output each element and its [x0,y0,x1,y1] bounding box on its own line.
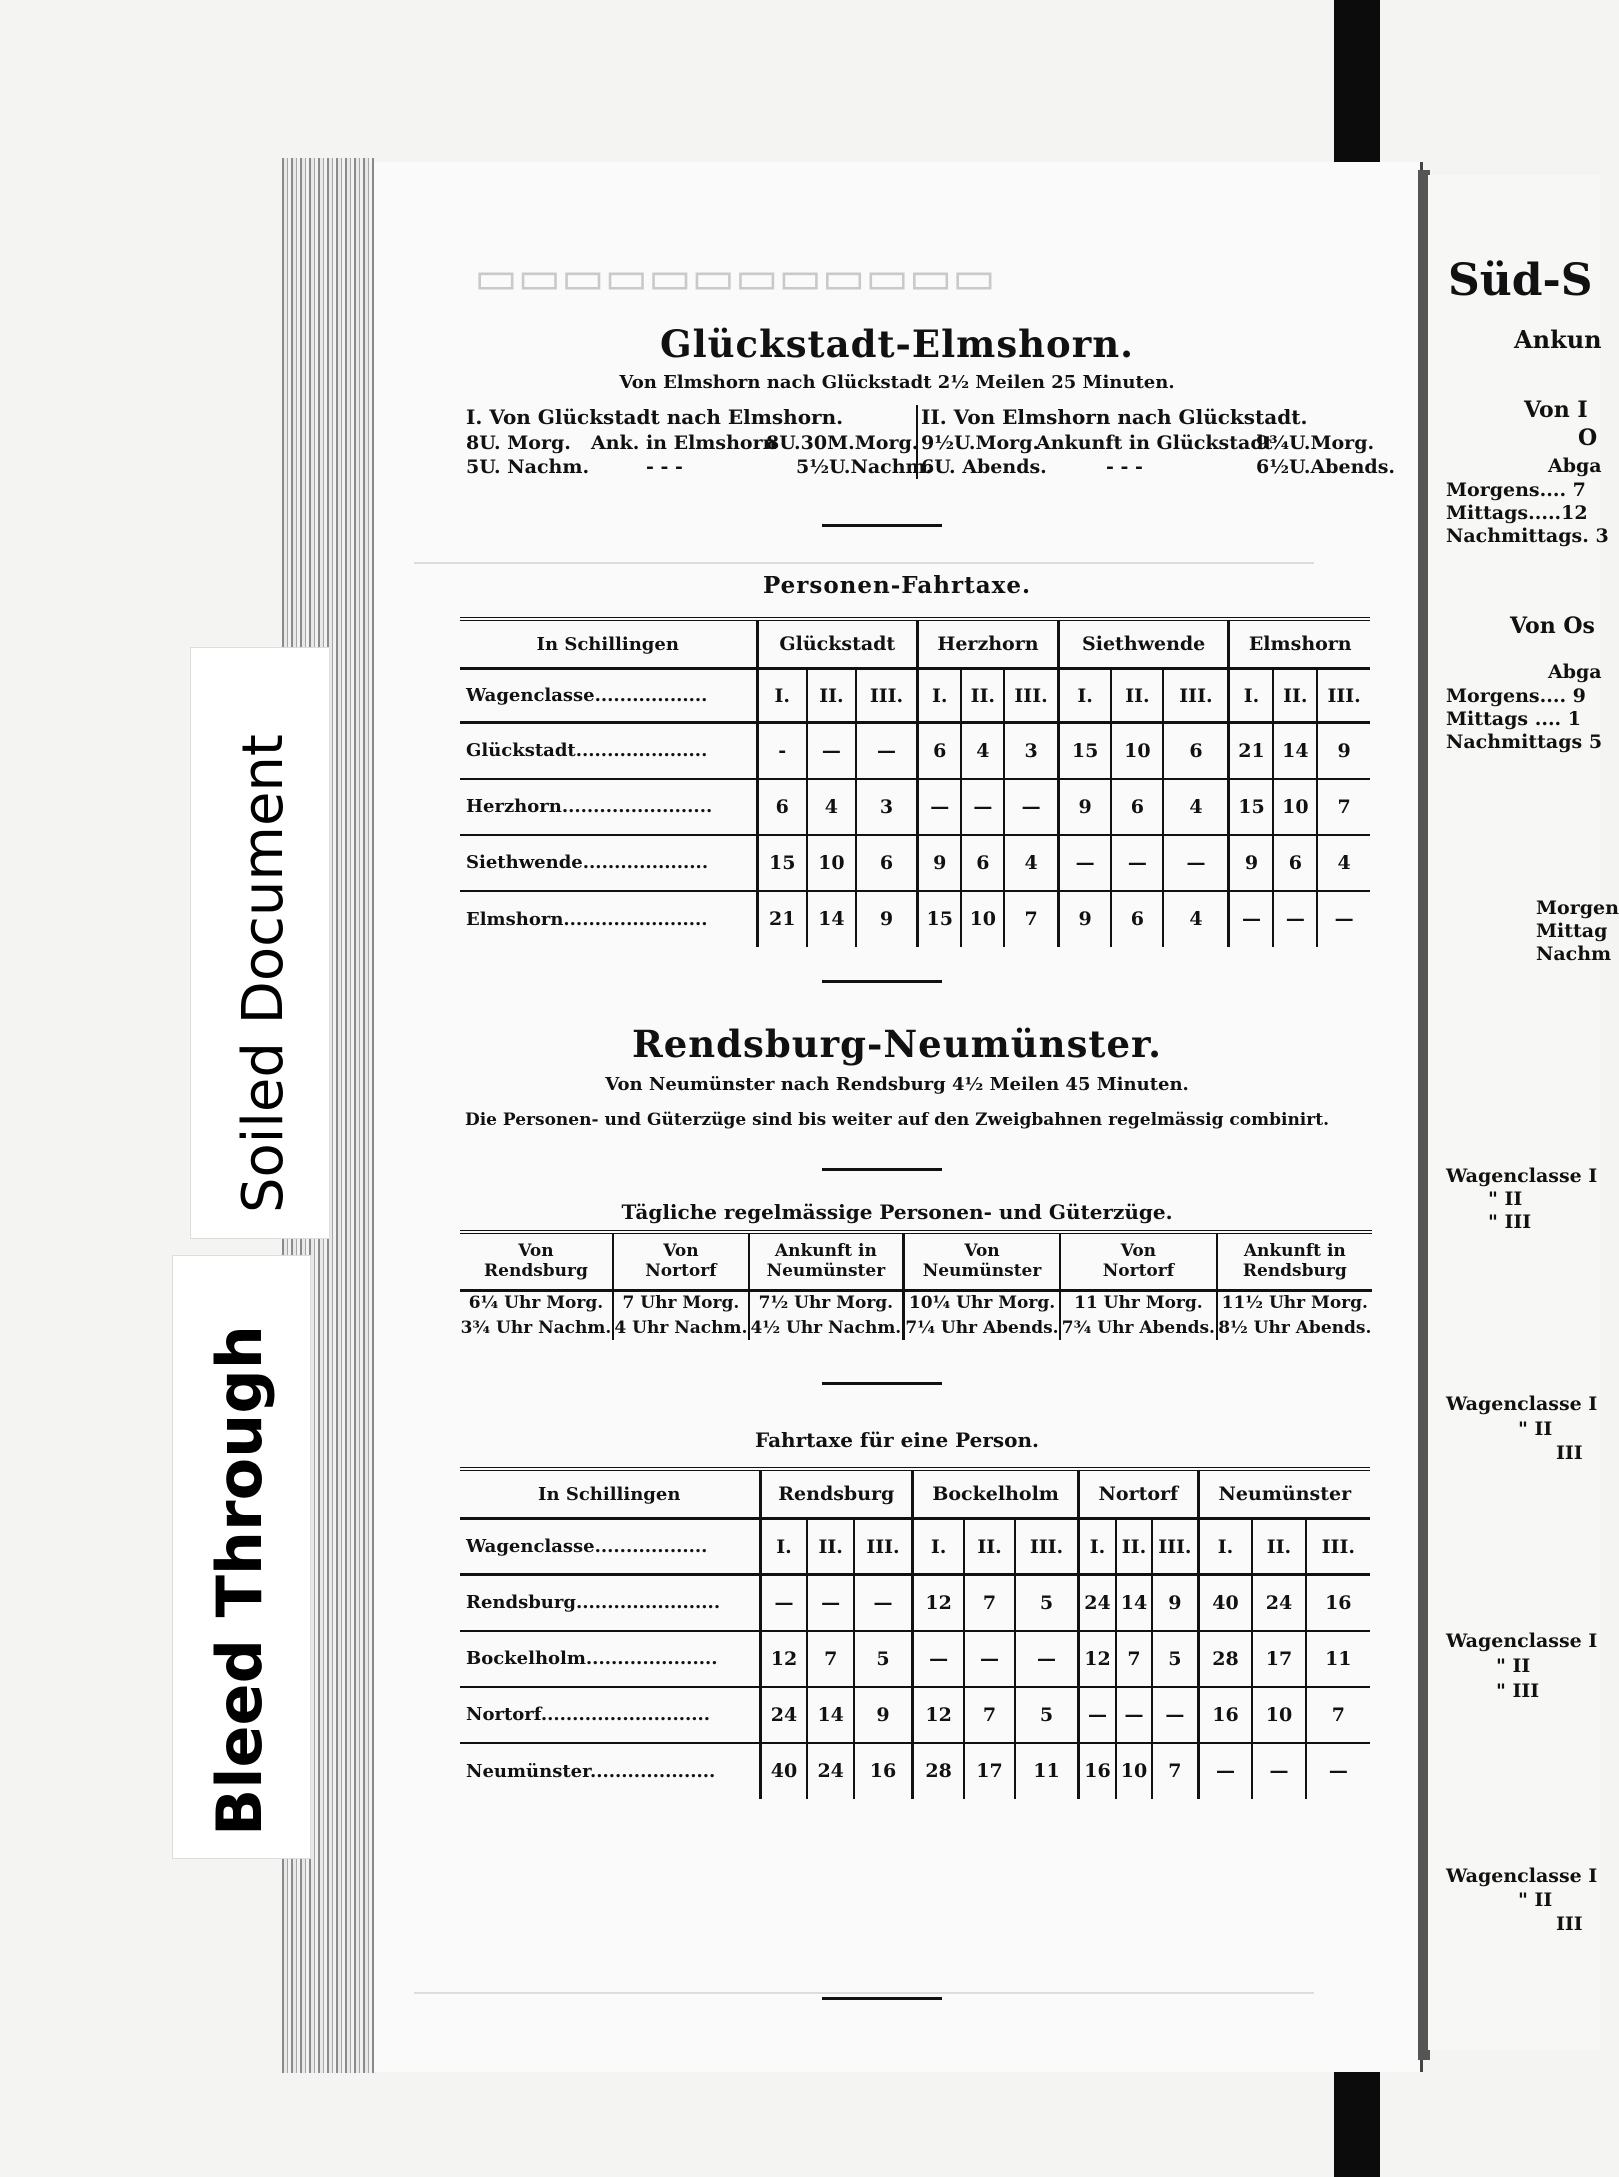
sched-l2b: - - - [646,456,683,478]
fare-cell: 7 [964,1575,1015,1631]
section-rule [822,1997,942,2000]
bleed-ghost-title: ▭▭▭▭▭▭▭▭▭▭▭▭ [474,250,996,304]
schedule-left-head: I. Von Glückstadt nach Elmshorn. [466,405,844,429]
train-time: 11 Uhr Morg. [1060,1290,1216,1315]
rendsburg-distance: Von Neumünster nach Rendsburg 4½ Meilen 45 Minuten. [605,1074,1189,1095]
right-w3b: " II [1496,1655,1531,1677]
rendsburg-note: Die Personen- und Güterzüge sind bis weiter auf den Zweigbahnen regelmässig combinirt. [464,1110,1329,1130]
right-wagen2: Wagenclasse I [1446,1393,1598,1415]
fare-cell: 3 [856,779,918,835]
right-mittag3: Mittag [1536,920,1608,942]
fare-cell: 7 [1152,1743,1198,1799]
class-cell: I. [760,1519,807,1575]
fare-cell: 6 [1111,779,1163,835]
fare-cell: — [1058,835,1111,891]
fare-cell: 4 [1004,835,1058,891]
class-cell: I. [1058,669,1111,723]
row-station-label: Glückstadt..................... [460,723,757,779]
fare-cell: 7 [807,1631,854,1687]
fare-cell: — [1273,891,1317,947]
right-morgens1: Morgens.... 7 [1446,479,1586,501]
fare-cell: 7 [1116,1631,1152,1687]
fahrtaxe1-station-0: Glückstadt [757,619,918,669]
fahrtaxe1-station-1: Herzhorn [918,619,1059,669]
section-title-glueckstadt: Glückstadt-Elmshorn. [659,322,1135,366]
right-abga1: Abga [1548,455,1602,477]
right-nachm2: Nachmittags 5 [1446,731,1603,753]
section-rule [822,524,942,527]
fare-cell: 14 [807,891,856,947]
fare-cell: 6 [1163,723,1229,779]
fare-cell: - [757,723,807,779]
right-o1: O [1578,425,1598,451]
fare-cell: 21 [757,891,807,947]
fare-cell: 16 [1079,1743,1116,1799]
fare-cell: 15 [757,835,807,891]
sched-r1b: Ankunft in Glückstadt [1036,432,1273,454]
fare-cell: 7 [1317,779,1370,835]
right-mittags1: Mittags.....12 [1446,502,1588,524]
train-time: 7 Uhr Morg. [613,1290,749,1315]
fare-cell: 10 [1111,723,1163,779]
fare-cell: — [1015,1631,1079,1687]
fare-cell: 7 [1004,891,1058,947]
fare-cell: 28 [1198,1631,1252,1687]
fare-cell: 12 [913,1687,965,1743]
soiled-document-label [190,647,330,1239]
trains-head-5: Ankunft in Rendsburg [1217,1232,1372,1290]
fare-cell: — [1252,1743,1305,1799]
fare-cell: 10 [1252,1687,1305,1743]
fare-cell: 7 [1306,1687,1370,1743]
fare-cell: 5 [1015,1687,1079,1743]
fahrtaxe2-station-3: Neumünster [1198,1469,1370,1519]
fahrtaxe2-station-0: Rendsburg [760,1469,913,1519]
sched-l2c: 5½U.Nachm. [796,456,933,478]
right-von2: Von Os [1510,613,1595,639]
fare-cell: 4 [1317,835,1370,891]
fahrtaxe1-class-label: Wagenclasse.................. [460,669,757,723]
fare-cell: 6 [1111,891,1163,947]
fare-cell: 12 [913,1575,965,1631]
fare-cell: 6 [961,835,1004,891]
sched-r2c: 6½U.Abends. [1256,456,1396,478]
fare-cell: — [1229,891,1274,947]
fare-cell: 4 [961,723,1004,779]
fare-cell: — [1111,835,1163,891]
fare-cell: — [1152,1687,1198,1743]
glueckstadt-distance: Von Elmshorn nach Glückstadt 2½ Meilen 25 Minuten. [619,372,1175,393]
class-cell: I. [1198,1519,1252,1575]
fare-cell: 9 [1317,723,1370,779]
fare-cell: 12 [760,1631,807,1687]
trains-head-2: Ankunft in Neumünster [749,1232,903,1290]
fahrtaxe1-table [460,617,1370,947]
soiled-document-text: Soiled Document [231,734,296,1213]
fare-cell: 24 [1079,1575,1116,1631]
class-cell: III. [1306,1519,1370,1575]
fare-cell: — [1116,1687,1152,1743]
right-w1b: " II [1488,1188,1523,1210]
fare-cell: 9 [854,1687,913,1743]
right-w4c: III [1556,1913,1583,1935]
table-row [460,779,1370,835]
fare-cell: 10 [961,891,1004,947]
row-station-label: Siethwende.................... [460,835,757,891]
class-cell: III. [1015,1519,1079,1575]
fare-cell: — [1317,891,1370,947]
right-nachm3: Nachm [1536,943,1612,965]
right-title: Süd-S [1448,255,1593,306]
fare-cell: 9 [918,835,962,891]
schedule-right-head: II. Von Elmshorn nach Glückstadt. [921,405,1308,429]
fare-cell: 9 [1152,1575,1198,1631]
train-time: 10¼ Uhr Morg. [903,1290,1060,1315]
fare-cell: — [856,723,918,779]
fare-cell: 9 [1058,891,1111,947]
fare-cell: 6 [757,779,807,835]
fare-cell: 24 [807,1743,854,1799]
fahrtaxe2-table [460,1467,1370,1799]
row-station-label: Neumünster.................... [466,1760,716,1782]
trains-title: Tägliche regelmässige Personen- und Güterzüge. [621,1200,1173,1224]
train-time: 6¼ Uhr Morg. [468,1293,604,1314]
fare-cell: 9 [1229,835,1274,891]
class-cell: I. [1079,1519,1116,1575]
class-cell: I. [913,1519,965,1575]
fare-cell: — [854,1575,913,1631]
fare-cell: — [1163,835,1229,891]
right-von1: Von I [1524,397,1588,423]
sched-r1a: 9½U.Morg. [921,432,1040,454]
train-time: 4 Uhr Nachm. [613,1315,749,1340]
train-time: 7¾ Uhr Abends. [1060,1315,1216,1340]
fare-cell: 21 [1229,723,1274,779]
row-station-label: Elmshorn....................... [466,908,708,930]
fare-cell: 10 [1273,779,1317,835]
right-w1c: " III [1488,1211,1532,1233]
trains-head-3: Von Neumünster [903,1232,1060,1290]
bleed-ghost-line [414,562,1314,564]
train-time: 7½ Uhr Morg. [749,1290,903,1315]
class-cell: III. [1317,669,1370,723]
fare-cell: 28 [913,1743,965,1799]
fare-cell: — [913,1631,965,1687]
bleed-through-text: Bleed Through [203,1325,276,1836]
fare-cell: — [760,1575,807,1631]
fare-cell: 16 [1306,1575,1370,1631]
right-nachm1: Nachmittags. 3 [1446,525,1609,547]
bleed-ghost-line [414,1992,1314,1994]
right-page [1428,175,1619,2050]
sched-r2b: - - - [1106,456,1143,478]
fare-cell: 12 [1079,1631,1116,1687]
class-cell: I. [1229,669,1274,723]
trains-head-1: Von Nortorf [613,1232,749,1290]
row-station-label: Bockelholm..................... [460,1631,760,1687]
fare-cell: 17 [1252,1631,1305,1687]
fare-cell: 11 [1306,1631,1370,1687]
fare-cell: 11 [1015,1743,1079,1799]
right-w4b: " II [1518,1889,1553,1911]
class-cell: I. [757,669,807,723]
right-w2c: III [1556,1442,1583,1464]
row-station-label: Nortorf........................... [460,1687,760,1743]
train-time: 3¾ Uhr Nachm. [460,1317,612,1338]
fahrtaxe2-class-row [460,1519,1370,1575]
fare-cell: 4 [807,779,856,835]
fahrtaxe1-title: Personen-Fahrtaxe. [762,572,1032,599]
fare-cell: 40 [1198,1575,1252,1631]
fare-cell: 3 [1004,723,1058,779]
table-row [460,1575,1370,1631]
row-station-label: Rendsburg....................... [460,1575,760,1631]
sched-l2a: 5U. Nachm. [466,456,590,478]
fare-cell: 17 [964,1743,1015,1799]
right-abga2: Abga [1548,661,1602,683]
fahrtaxe2-title: Fahrtaxe für eine Person. [754,1428,1039,1452]
class-cell: II. [807,669,856,723]
fare-cell: 15 [1058,723,1111,779]
fare-cell: 10 [1116,1743,1152,1799]
fare-cell: 16 [1198,1687,1252,1743]
sched-r2a: 6U. Abends. [921,456,1047,478]
left-page [372,162,1423,2072]
fare-cell: — [964,1631,1015,1687]
section-rule [822,1168,942,1171]
fare-cell: 14 [1116,1575,1152,1631]
class-cell: III. [1163,669,1229,723]
sched-r1c: 9¾U.Morg. [1256,432,1375,454]
fahrtaxe1-station-2: Siethwende [1058,619,1229,669]
sched-l1a: 8U. Morg. [466,432,571,454]
fare-cell: 6 [1273,835,1317,891]
fahrtaxe1-class-row [460,669,1370,723]
right-wagen1: Wagenclasse I [1446,1165,1598,1187]
class-cell: II. [1116,1519,1152,1575]
table-row [460,835,1370,891]
trains-head-0: Von Rendsburg [460,1232,613,1290]
train-time: 7¼ Uhr Abends. [903,1315,1060,1340]
trains-head-4: Von Nortorf [1060,1232,1216,1290]
bleed-through-label [172,1255,311,1859]
right-morgens2: Morgens.... 9 [1446,685,1586,707]
fahrtaxe1-station-3: Elmshorn [1229,619,1370,669]
fare-cell: 24 [760,1687,807,1743]
fare-cell: 4 [1163,891,1229,947]
table-row [460,723,1370,779]
fare-cell: 4 [1163,779,1229,835]
fare-cell: 7 [964,1687,1015,1743]
train-time: 4½ Uhr Nachm. [749,1315,903,1340]
fare-cell: 14 [807,1687,854,1743]
fare-cell: 15 [1229,779,1274,835]
fahrtaxe1-corner: In Schillingen [460,619,757,669]
class-cell: II. [1111,669,1163,723]
right-w2b: " II [1518,1418,1553,1440]
section-rule [822,1382,942,1385]
right-sub: Ankun [1514,325,1602,354]
right-w3c: " III [1496,1680,1540,1702]
right-morgen3: Morgen [1536,897,1619,919]
class-cell: II. [1252,1519,1305,1575]
fahrtaxe2-class-label: Wagenclasse.................. [460,1519,760,1575]
fahrtaxe2-station-2: Nortorf [1079,1469,1198,1519]
fare-cell: — [1079,1687,1116,1743]
fare-cell: 5 [1152,1631,1198,1687]
class-cell: I. [918,669,962,723]
fare-cell: 16 [854,1743,913,1799]
class-cell: III. [856,669,918,723]
right-wagen3: Wagenclasse I [1446,1630,1598,1652]
table-row [460,1687,1370,1743]
fare-cell: — [961,779,1004,835]
fare-cell: 6 [918,723,962,779]
fare-cell: 5 [854,1631,913,1687]
right-mittags2: Mittags .... 1 [1446,708,1582,730]
class-cell: II. [964,1519,1015,1575]
trains-table [460,1230,1372,1340]
fahrtaxe2-station-1: Bockelholm [913,1469,1079,1519]
fare-cell: — [918,779,962,835]
class-cell: III. [1004,669,1058,723]
sched-l1c: 8U.30M.Morg. [766,432,919,454]
section-rule [822,980,942,983]
fare-cell: 6 [856,835,918,891]
fare-cell: — [1198,1743,1252,1799]
fare-cell: — [807,723,856,779]
table-row [460,891,1370,947]
fare-cell: — [1306,1743,1370,1799]
train-time: 8½ Uhr Abends. [1217,1315,1372,1340]
fahrtaxe2-corner: In Schillingen [460,1469,760,1519]
glueckstadt-schedule [466,405,1396,485]
fare-cell: 9 [1058,779,1111,835]
class-cell: III. [854,1519,913,1575]
train-time: 11½ Uhr Morg. [1217,1290,1372,1315]
fare-cell: 14 [1273,723,1317,779]
class-cell: II. [961,669,1004,723]
fare-cell: 24 [1252,1575,1305,1631]
class-cell: II. [807,1519,854,1575]
fare-cell: 9 [856,891,918,947]
class-cell: III. [1152,1519,1198,1575]
class-cell: II. [1273,669,1317,723]
section-title-rendsburg: Rendsburg-Neumünster. [631,1022,1163,1066]
right-wagen4: Wagenclasse I [1446,1865,1598,1887]
fare-cell: — [807,1575,854,1631]
fare-cell: 5 [1015,1575,1079,1631]
table-row [460,1743,1370,1799]
fare-cell: 15 [918,891,962,947]
row-station-label: Herzhorn........................ [460,779,757,835]
fare-cell: 40 [760,1743,807,1799]
fare-cell: — [1004,779,1058,835]
fare-cell: 10 [807,835,856,891]
sched-l1b: Ank. in Elmshorn [591,432,777,454]
table-row [460,1631,1370,1687]
